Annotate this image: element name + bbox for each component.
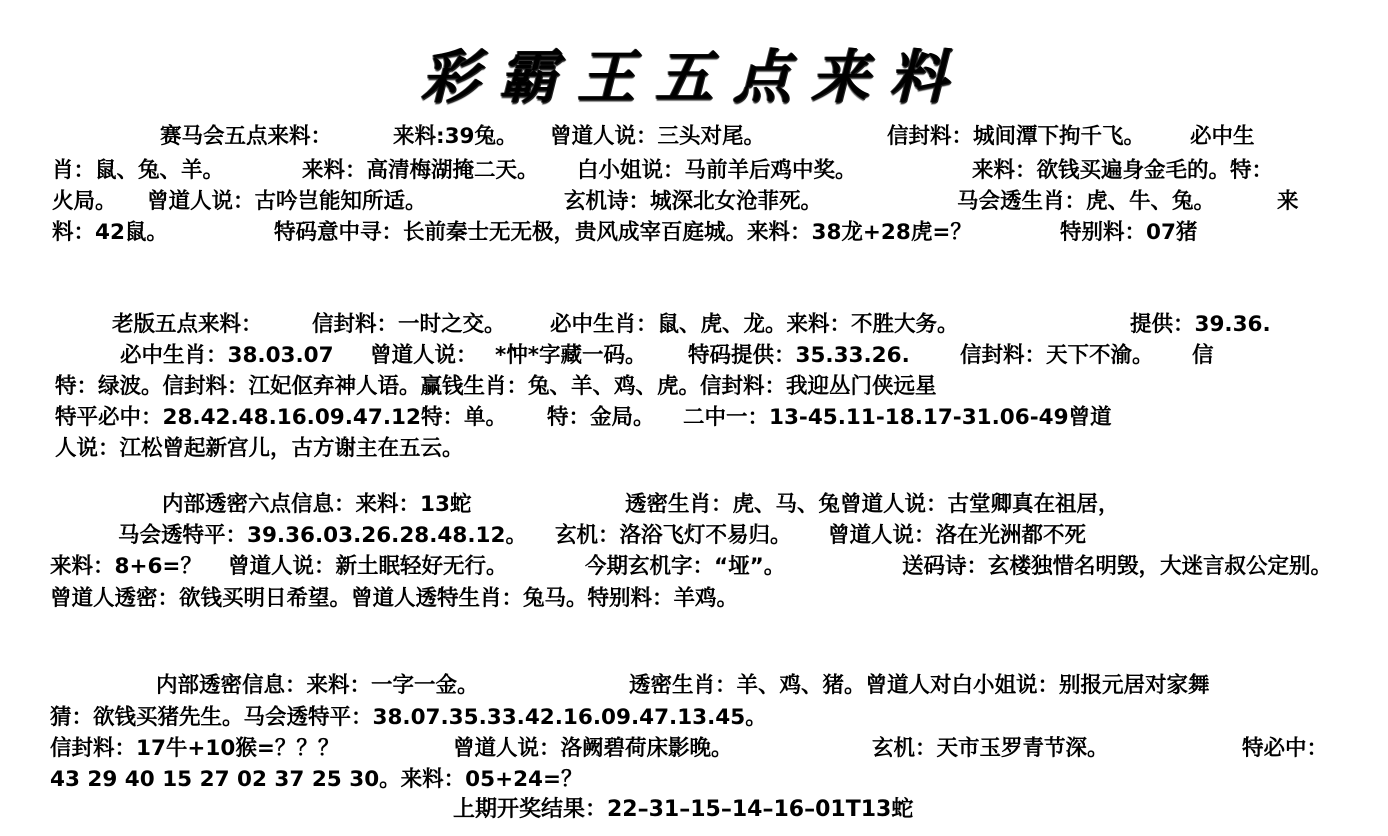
text-segment: 来料：欲钱买遍身金毛的。特： [972, 158, 1274, 183]
text-segment: 赛马会五点来料： [160, 124, 333, 149]
text-line [118, 521, 1087, 551]
text-segment: 内部透密信息：来料：一字一金。 [156, 673, 479, 698]
text-segment: 透密生肖：虎、马、兔曾道人说：古堂卿真在祖居， [625, 492, 1120, 517]
text-segment: 曾道人说：洛在光洲都不死 [828, 523, 1087, 548]
text-segment: 来料:39兔。 [393, 124, 518, 149]
text-segment: 曾道人说：三头对尾。 [550, 124, 766, 149]
previous-draw-result [453, 795, 913, 825]
text-segment: 信 [1192, 343, 1214, 368]
text-segment: 特别料：07猪 [1060, 220, 1198, 245]
text-line [55, 372, 937, 402]
text-segment: 玄机：天市玉罗青节深。 [872, 736, 1109, 761]
text-line [52, 187, 1299, 217]
text-line [120, 341, 1214, 371]
text-segment: 信封料：城间潭下拘千飞。 [887, 124, 1146, 149]
text-segment: 曾道人说：古吟岂能知所适。 [147, 189, 427, 214]
text-segment: 提供：39.36. [1130, 312, 1271, 337]
text-segment: 特码意中寻：长前秦士无无极，贵风成宰百庭城。来料：38龙+28虎=？ [274, 220, 972, 245]
text-segment: 火局。 [52, 189, 117, 214]
text-segment: 送码诗：玄楼独惜名明毁，大迷言叔公定别。 [902, 554, 1333, 579]
text-line [55, 434, 464, 464]
text-segment: 上期开奖结果：22–31–15–14–16–01T13蛇 [453, 797, 914, 822]
text-segment: 老版五点来料： [112, 312, 263, 337]
text-segment: 肖：鼠、兔、羊。 [52, 158, 225, 183]
text-line [52, 156, 1274, 186]
text-segment: 必中生肖：38.03.07 [120, 343, 334, 368]
text-segment: 来料：高清梅湖掩二天。 [302, 158, 539, 183]
text-line [112, 310, 1271, 340]
text-segment: 曾道人说：新土眠轻好无行。 [228, 554, 508, 579]
text-segment: 特平必中：28.42.48.16.09.47.12特：单。 [55, 405, 507, 430]
text-segment: 玄机诗：城深北女沧菲死。 [564, 189, 823, 214]
text-line [160, 122, 1255, 152]
text-line [162, 490, 1120, 520]
text-line [50, 703, 767, 733]
text-segment: 特必中： [1242, 736, 1329, 761]
text-segment: 白小姐说：马前羊后鸡中奖。 [577, 158, 857, 183]
text-segment: 必中生 [1190, 124, 1255, 149]
text-segment: 曾道人说： [370, 343, 478, 368]
text-segment: 马会透特平：39.36.03.26.28.48.12。 [118, 523, 527, 548]
text-segment: 料：42鼠。 [52, 220, 168, 245]
text-segment: 特：金局。 [547, 405, 655, 430]
text-segment: 今期玄机字：“垭”。 [585, 554, 786, 579]
text-segment: 二中一：13-45.11-18.17-31.06-49曾道 [683, 405, 1112, 430]
text-segment: 信封料：17牛+10猴=？？？ [50, 736, 340, 761]
text-segment: 猜：欲钱买猪先生。马会透特平：38.07.35.33.42.16.09.47.13.45。 [50, 705, 767, 730]
text-segment: *忡*字藏一码。 [495, 343, 647, 368]
text-line [50, 765, 583, 795]
text-line [55, 403, 1112, 433]
text-segment: 曾道人说：洛阙碧荷床影晚。 [453, 736, 733, 761]
text-line [50, 584, 738, 614]
text-segment: 必中生肖：鼠、虎、龙。来料：不胜大务。 [550, 312, 959, 337]
text-line [156, 671, 1210, 701]
text-line [52, 218, 1198, 248]
text-segment: 透密生肖：羊、鸡、猪。曾道人对白小姐说：别报元居对家舞 [629, 673, 1210, 698]
text-segment: 来 [1277, 189, 1299, 214]
text-segment: 玄机：洛浴飞灯不易归。 [555, 523, 792, 548]
text-segment: 43 29 40 15 27 02 37 25 30。来料：05+24=？ [50, 767, 583, 792]
text-segment: 特码提供：35.33.26. [688, 343, 910, 368]
text-segment: 曾道人透密：欲钱买明日希望。曾道人透特生肖：兔马。特别料：羊鸡。 [50, 586, 739, 611]
text-segment: 信封料：天下不渝。 [960, 343, 1154, 368]
text-segment: 来料：8+6=？ [50, 554, 202, 579]
text-segment: 人说：江松曾起新宫儿，古方谢主在五云。 [55, 436, 464, 461]
text-segment: 内部透密六点信息：来料：13蛇 [162, 492, 472, 517]
text-segment: 马会透生肖：虎、牛、兔。 [957, 189, 1216, 214]
text-segment: 特：绿波。信封料：江妃伛弃神人语。赢钱生肖：兔、羊、鸡、虎。信封料：我迎丛门侠远星 [55, 374, 937, 399]
text-line [50, 734, 1329, 764]
text-segment: 信封料：一时之交。 [312, 312, 506, 337]
text-line [50, 552, 1333, 582]
page-title: 彩霸王五点来料 [420, 43, 967, 111]
